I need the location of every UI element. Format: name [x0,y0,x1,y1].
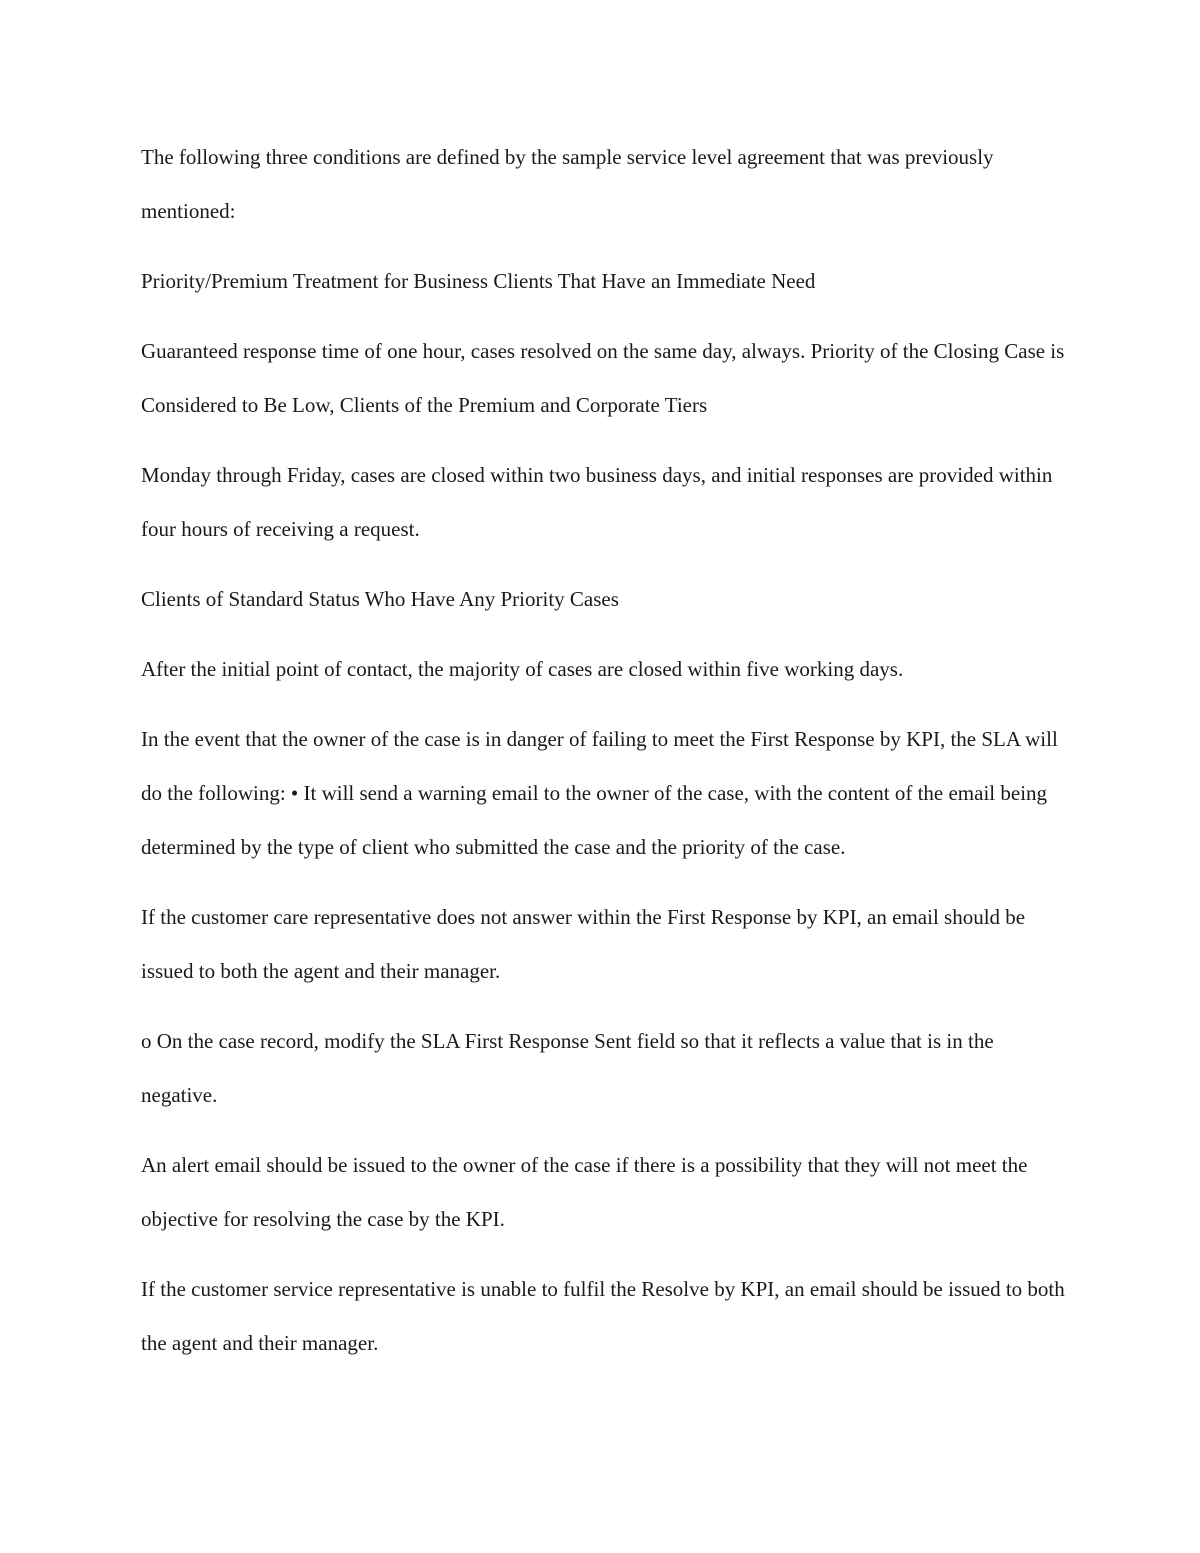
paragraph-monday-friday: Monday through Friday, cases are closed within two business days, and initial responses are provided within four hours of receiving a request. [141,463,1053,541]
paragraph-priority-premium-heading: Priority/Premium Treatment for Business Clients That Have an Immediate Need [141,269,816,293]
paragraph-standard-status-heading: Clients of Standard Status Who Have Any Priority Cases [141,587,619,611]
paragraph-intro: The following three conditions are defined by the sample service level agreement that was previously mentioned: [141,145,994,223]
paragraph-warning-email: In the event that the owner of the case is in danger of failing to meet the First Response by KPI, the SLA will do the following: • It will send a warning email to the owner of the case, with the content of the email being determined by the type of client who submitted the case and the priority of the case. [141,727,1058,859]
document-body [141,130,1071,1386]
paragraph-five-working-days: After the initial point of contact, the majority of cases are closed within five working days. [141,657,904,681]
paragraph-resolve-escalation: If the customer service representative is unable to fulfil the Resolve by KPI, an email should be issued to both the agent and their manager. [141,1277,1065,1355]
paragraph-guaranteed-response: Guaranteed response time of one hour, cases resolved on the same day, always. Priority of the Closing Case is Considered to Be Low, Clients of the Premium and Corporate Tiers [141,339,1065,417]
paragraph-alert-email: An alert email should be issued to the owner of the case if there is a possibility that they will not meet the objective for resolving the case by the KPI. [141,1153,1028,1231]
paragraph-negative-value: o On the case record, modify the SLA First Response Sent field so that it reflects a value that is in the negative. [141,1029,994,1107]
paragraph-first-response-escalation: If the customer care representative does not answer within the First Response by KPI, an email should be issued to both the agent and their manager. [141,905,1026,983]
